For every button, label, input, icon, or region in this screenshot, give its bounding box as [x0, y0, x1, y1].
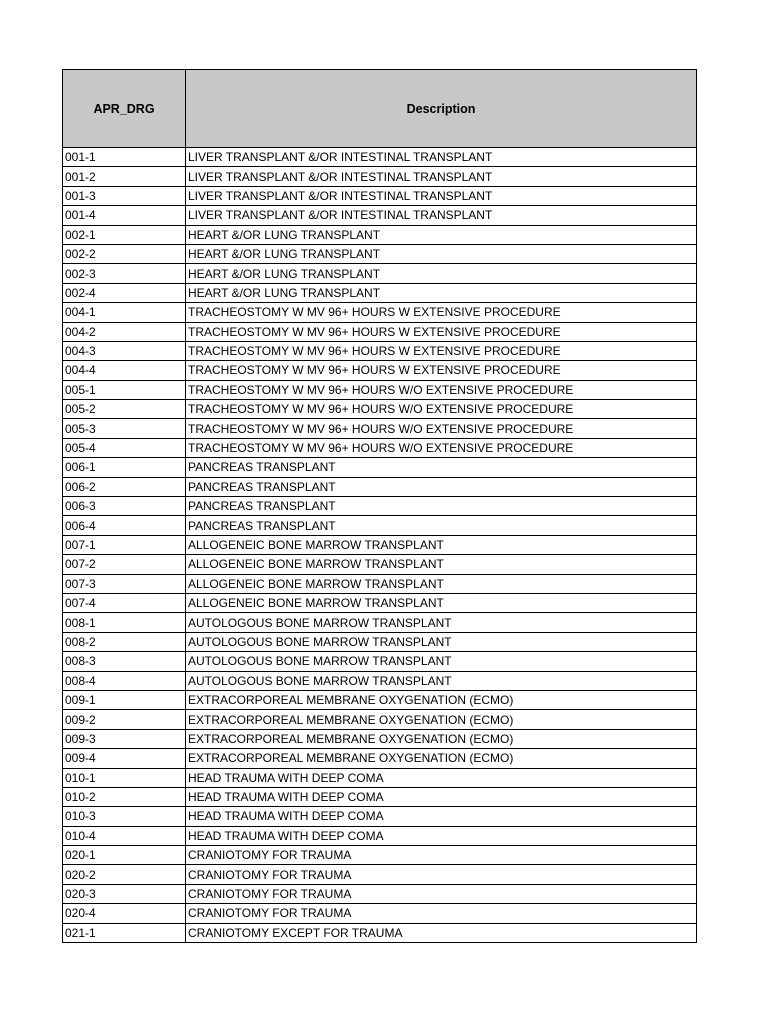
cell-apr-drg: 002-1 [63, 225, 186, 244]
table-row [63, 710, 697, 729]
table-row [63, 632, 697, 651]
cell-apr-drg: 007-2 [63, 555, 186, 574]
cell-apr-drg: 002-3 [63, 264, 186, 283]
table-row [63, 497, 697, 516]
cell-apr-drg: 006-3 [63, 497, 186, 516]
cell-description: HEART &/OR LUNG TRANSPLANT [186, 225, 697, 244]
cell-apr-drg: 006-2 [63, 477, 186, 496]
table-row [63, 206, 697, 225]
table-row [63, 535, 697, 554]
table-row [63, 322, 697, 341]
cell-description: LIVER TRANSPLANT &/OR INTESTINAL TRANSPLANT [186, 148, 697, 167]
cell-apr-drg: 009-1 [63, 690, 186, 709]
cell-description: HEAD TRAUMA WITH DEEP COMA [186, 807, 697, 826]
cell-apr-drg: 010-1 [63, 768, 186, 787]
cell-description: HEART &/OR LUNG TRANSPLANT [186, 283, 697, 302]
cell-description: CRANIOTOMY FOR TRAUMA [186, 884, 697, 903]
cell-apr-drg: 002-4 [63, 283, 186, 302]
cell-description: HEAD TRAUMA WITH DEEP COMA [186, 787, 697, 806]
cell-description: PANCREAS TRANSPLANT [186, 458, 697, 477]
cell-description: TRACHEOSTOMY W MV 96+ HOURS W EXTENSIVE PROCEDURE [186, 303, 697, 322]
cell-apr-drg: 021-1 [63, 923, 186, 942]
table-row [63, 807, 697, 826]
cell-description: AUTOLOGOUS BONE MARROW TRANSPLANT [186, 632, 697, 651]
table-row [63, 244, 697, 263]
column-header-apr-drg: APR_DRG [63, 70, 186, 148]
cell-apr-drg: 004-2 [63, 322, 186, 341]
cell-apr-drg: 006-1 [63, 458, 186, 477]
table-row [63, 361, 697, 380]
cell-description: EXTRACORPOREAL MEMBRANE OXYGENATION (ECMO) [186, 690, 697, 709]
table-row [63, 477, 697, 496]
cell-description: AUTOLOGOUS BONE MARROW TRANSPLANT [186, 671, 697, 690]
table-row [63, 593, 697, 612]
cell-description: ALLOGENEIC BONE MARROW TRANSPLANT [186, 535, 697, 554]
table-row [63, 186, 697, 205]
table-row [63, 904, 697, 923]
table-row [63, 225, 697, 244]
cell-apr-drg: 004-3 [63, 341, 186, 360]
cell-apr-drg: 001-4 [63, 206, 186, 225]
cell-description: TRACHEOSTOMY W MV 96+ HOURS W/O EXTENSIVE PROCEDURE [186, 438, 697, 457]
table-row [63, 729, 697, 748]
cell-apr-drg: 009-3 [63, 729, 186, 748]
table-row [63, 516, 697, 535]
cell-apr-drg: 010-2 [63, 787, 186, 806]
cell-description: LIVER TRANSPLANT &/OR INTESTINAL TRANSPLANT [186, 206, 697, 225]
cell-description: TRACHEOSTOMY W MV 96+ HOURS W/O EXTENSIVE PROCEDURE [186, 380, 697, 399]
table-row [63, 458, 697, 477]
cell-description: ALLOGENEIC BONE MARROW TRANSPLANT [186, 574, 697, 593]
cell-description: HEART &/OR LUNG TRANSPLANT [186, 244, 697, 263]
table-row [63, 768, 697, 787]
table-row [63, 846, 697, 865]
cell-description: TRACHEOSTOMY W MV 96+ HOURS W EXTENSIVE PROCEDURE [186, 361, 697, 380]
table-row [63, 555, 697, 574]
table-row [63, 826, 697, 845]
cell-description: AUTOLOGOUS BONE MARROW TRANSPLANT [186, 652, 697, 671]
cell-apr-drg: 007-3 [63, 574, 186, 593]
cell-description: EXTRACORPOREAL MEMBRANE OXYGENATION (ECMO) [186, 729, 697, 748]
cell-apr-drg: 020-2 [63, 865, 186, 884]
cell-description: LIVER TRANSPLANT &/OR INTESTINAL TRANSPLANT [186, 186, 697, 205]
table-row [63, 303, 697, 322]
table-row [63, 283, 697, 302]
cell-description: PANCREAS TRANSPLANT [186, 497, 697, 516]
table-body [63, 148, 697, 943]
table-row [63, 438, 697, 457]
cell-apr-drg: 010-4 [63, 826, 186, 845]
table-row [63, 148, 697, 167]
cell-description: CRANIOTOMY EXCEPT FOR TRAUMA [186, 923, 697, 942]
table-row [63, 690, 697, 709]
cell-apr-drg: 020-1 [63, 846, 186, 865]
cell-apr-drg: 002-2 [63, 244, 186, 263]
cell-description: CRANIOTOMY FOR TRAUMA [186, 904, 697, 923]
table-row [63, 923, 697, 942]
header-row [63, 70, 697, 148]
drg-table [62, 69, 697, 943]
cell-description: HEAD TRAUMA WITH DEEP COMA [186, 768, 697, 787]
cell-apr-drg: 009-2 [63, 710, 186, 729]
table-row [63, 613, 697, 632]
cell-apr-drg: 001-3 [63, 186, 186, 205]
cell-description: EXTRACORPOREAL MEMBRANE OXYGENATION (ECMO) [186, 749, 697, 768]
cell-apr-drg: 009-4 [63, 749, 186, 768]
cell-apr-drg: 005-2 [63, 400, 186, 419]
cell-apr-drg: 007-1 [63, 535, 186, 554]
table-row [63, 865, 697, 884]
cell-description: CRANIOTOMY FOR TRAUMA [186, 846, 697, 865]
cell-apr-drg: 004-1 [63, 303, 186, 322]
table-row [63, 574, 697, 593]
cell-apr-drg: 006-4 [63, 516, 186, 535]
column-header-description: Description [186, 70, 697, 148]
cell-apr-drg: 005-3 [63, 419, 186, 438]
drg-table-container [62, 69, 696, 943]
cell-apr-drg: 005-1 [63, 380, 186, 399]
cell-apr-drg: 008-1 [63, 613, 186, 632]
table-header [63, 70, 697, 148]
cell-description: TRACHEOSTOMY W MV 96+ HOURS W EXTENSIVE PROCEDURE [186, 322, 697, 341]
table-row [63, 167, 697, 186]
cell-apr-drg: 008-4 [63, 671, 186, 690]
table-row [63, 264, 697, 283]
cell-apr-drg: 001-2 [63, 167, 186, 186]
table-row [63, 341, 697, 360]
cell-description: ALLOGENEIC BONE MARROW TRANSPLANT [186, 593, 697, 612]
cell-apr-drg: 004-4 [63, 361, 186, 380]
cell-description: TRACHEOSTOMY W MV 96+ HOURS W/O EXTENSIVE PROCEDURE [186, 419, 697, 438]
cell-description: HEART &/OR LUNG TRANSPLANT [186, 264, 697, 283]
cell-apr-drg: 005-4 [63, 438, 186, 457]
table-row [63, 671, 697, 690]
cell-description: EXTRACORPOREAL MEMBRANE OXYGENATION (ECMO) [186, 710, 697, 729]
cell-description: LIVER TRANSPLANT &/OR INTESTINAL TRANSPLANT [186, 167, 697, 186]
table-row [63, 400, 697, 419]
cell-description: PANCREAS TRANSPLANT [186, 516, 697, 535]
cell-description: TRACHEOSTOMY W MV 96+ HOURS W/O EXTENSIVE PROCEDURE [186, 400, 697, 419]
cell-description: TRACHEOSTOMY W MV 96+ HOURS W EXTENSIVE PROCEDURE [186, 341, 697, 360]
cell-apr-drg: 007-4 [63, 593, 186, 612]
table-row [63, 419, 697, 438]
cell-description: CRANIOTOMY FOR TRAUMA [186, 865, 697, 884]
cell-description: HEAD TRAUMA WITH DEEP COMA [186, 826, 697, 845]
table-row [63, 749, 697, 768]
table-row [63, 787, 697, 806]
table-row [63, 884, 697, 903]
cell-apr-drg: 008-2 [63, 632, 186, 651]
cell-apr-drg: 020-3 [63, 884, 186, 903]
cell-apr-drg: 008-3 [63, 652, 186, 671]
cell-description: ALLOGENEIC BONE MARROW TRANSPLANT [186, 555, 697, 574]
cell-description: PANCREAS TRANSPLANT [186, 477, 697, 496]
table-row [63, 380, 697, 399]
cell-apr-drg: 001-1 [63, 148, 186, 167]
cell-apr-drg: 020-4 [63, 904, 186, 923]
cell-apr-drg: 010-3 [63, 807, 186, 826]
table-row [63, 652, 697, 671]
cell-description: AUTOLOGOUS BONE MARROW TRANSPLANT [186, 613, 697, 632]
